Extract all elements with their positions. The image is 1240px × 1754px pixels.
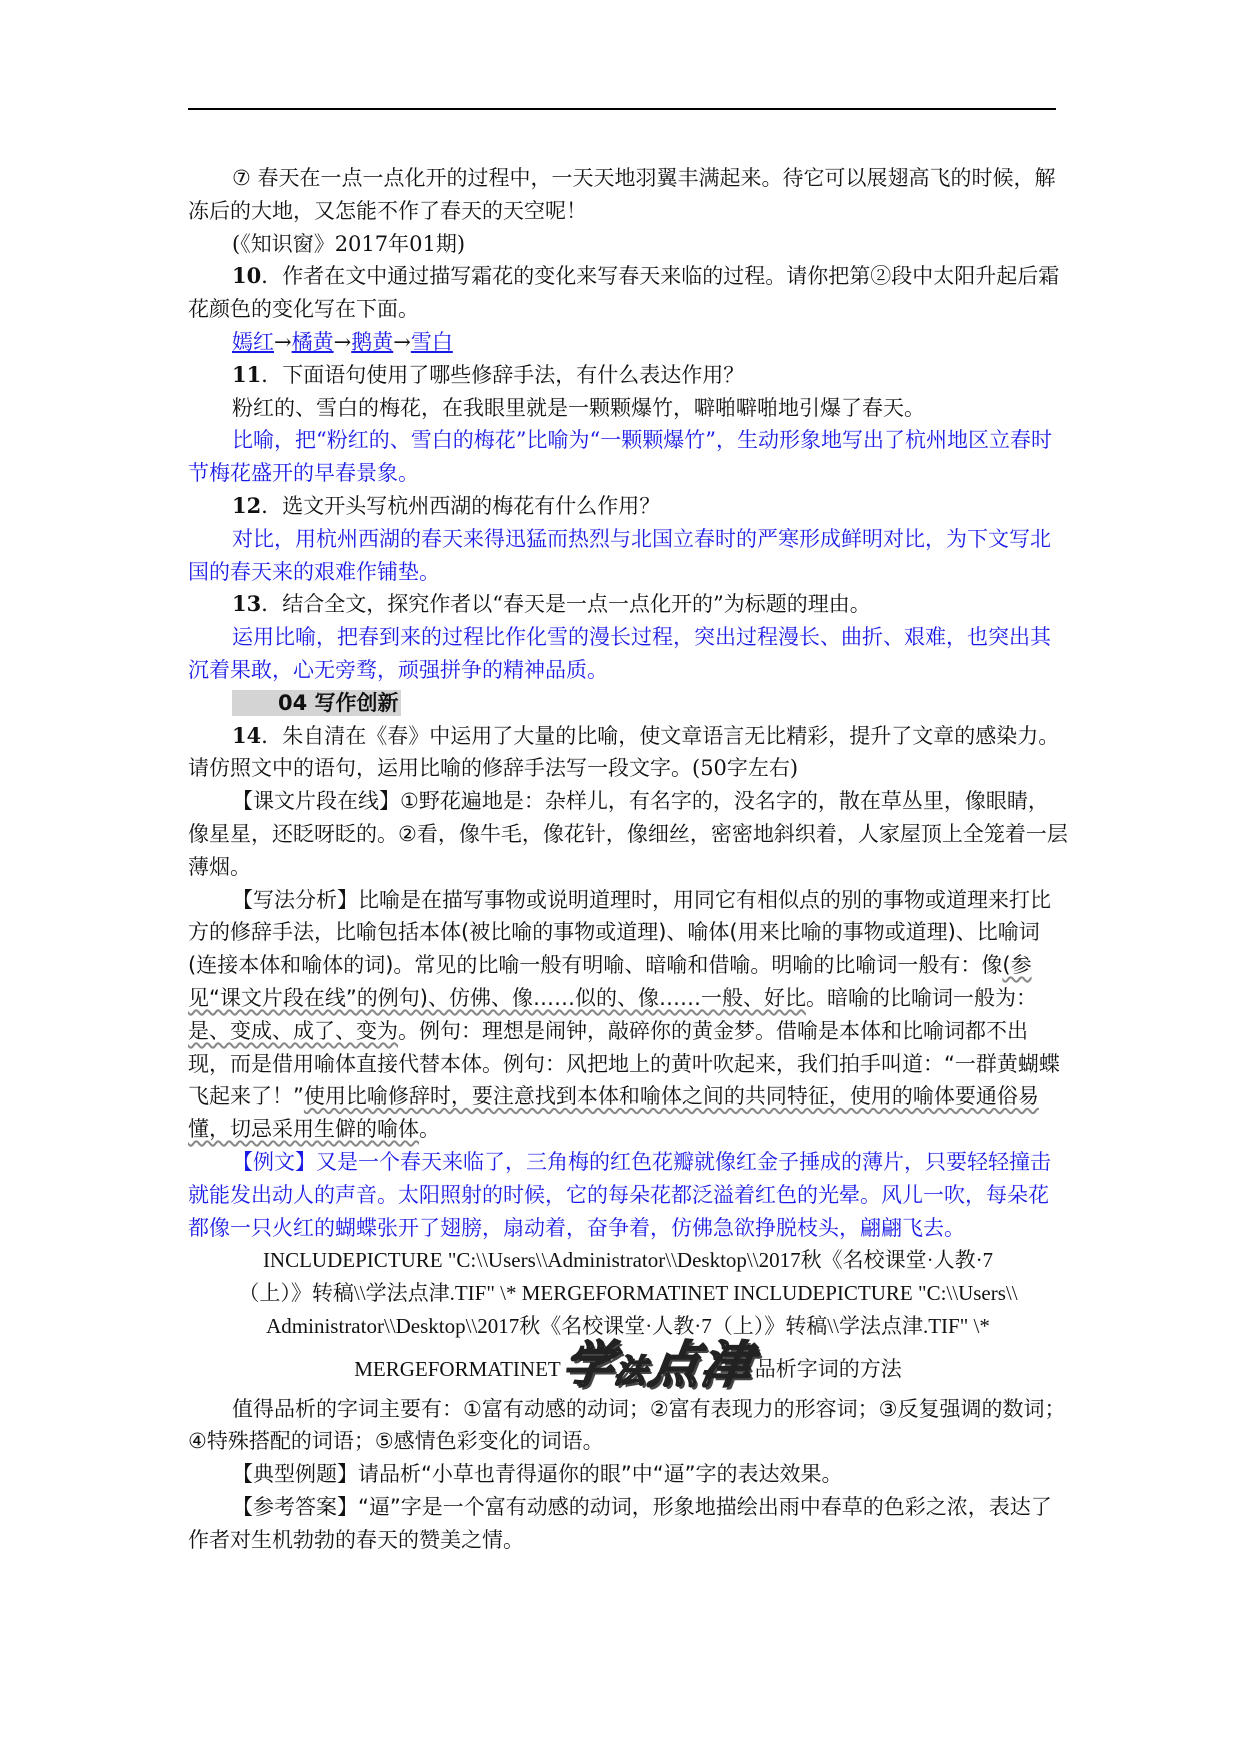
arrow-icon: → — [333, 329, 352, 354]
analysis-metaphor-words: 是、变成、成了、变为 — [188, 1018, 398, 1043]
reference-text: “逼”字是一个富有动感的动词，形象地描绘出雨中春草的色彩之浓，表达了作者对生机勃勃的春天的赞美之情。 — [188, 1495, 1052, 1552]
method-paragraph: 值得品析的字词主要有：①富有动感的动词；②富有表现力的形容词；③反复强调的数词；④特殊搭配的词语；⑤感情色彩变化的词语。 — [188, 1396, 1066, 1454]
example-text: 又是一个春天来临了，三角梅的红色花瓣就像红金子捶成的薄片，只要轻轻撞击就能发出动人的声音。太阳照射的时候，它的每朵花都泛溢着红色的光晕。风儿一吹，每朵花都像一只火红的蝴蝶张开了翅膀，扇动着，奋争着，仿佛急欲挣脱枝头，翩翩飞去。 — [188, 1149, 1051, 1240]
question-number: 14 — [232, 722, 262, 748]
question-text: ．结合全文，探究作者以“春天是一点一点化开的”为标题的理由。 — [261, 592, 871, 617]
analysis-label: 【写法分析】 — [232, 887, 358, 912]
field-code-line: MERGEFORMATINET — [354, 1356, 561, 1381]
analysis-tip: 使用比喻修辞时，要注意找到本体和喻体之间的共同特征，使用的喻体要通俗易懂，切忌采用生僻的喻体 — [188, 1084, 1039, 1142]
question-number: 10 — [232, 263, 262, 289]
question-13 — [188, 588, 1068, 621]
question-10 — [188, 260, 1068, 326]
question-text: ．下面语句使用了哪些修辞手法，有什么表达作用？ — [261, 362, 745, 387]
analysis-simile-words: (参见“课文片段在线”的例句)、仿佛、像……似的、像……一般、好比 — [188, 953, 1032, 1010]
field-code-line: INCLUDEPICTURE "C:\\Users\\Administrator\\Desktop\\2017秋《名校课堂·人教·7 — [262, 1248, 994, 1273]
analysis-text: 。暗喻的比喻词一般为： — [805, 985, 1037, 1010]
question-number: 11 — [232, 361, 262, 387]
answer-link[interactable]: 嫣红 — [232, 329, 274, 354]
answer-12: 对比，用杭州西湖的春天来得迅猛而热烈与北国立春时的严寒形成鲜明对比，为下文写北国的春天来的艰难作铺垫。 — [188, 526, 1051, 584]
answer-10 — [188, 326, 1068, 359]
arrow-icon: → — [274, 329, 292, 354]
source-citation: (《知识窗》2017年01期) — [232, 231, 466, 256]
excerpt-text: ①野花遍地是：杂样儿，有名字的，没名字的，散在草丛里，像眼睛，像星星，还眨呀眨的。②看，像牛毛，像花针，像细丝，密密地斜织着，人家屋顶上全笼着一层薄烟。 — [188, 789, 1068, 879]
typical-label: 【典型例题】 — [232, 1462, 358, 1487]
question-11-quote: 粉红的、雪白的梅花，在我眼里就是一颗颗爆竹，噼啪噼啪地引爆了春天。 — [232, 395, 925, 420]
section-heading-04 — [188, 687, 1068, 720]
example-paragraph — [188, 1146, 1068, 1244]
question-number: 12 — [232, 492, 262, 518]
xuefa-dianjin-logo: 学法点津 — [559, 1335, 758, 1394]
excerpt-label: 【课文片段在线】 — [232, 789, 400, 814]
method-title: 品析字词的方法 — [754, 1356, 902, 1381]
answer-13: 运用比喻，把春到来的过程比作化雪的漫长过程，突出过程漫长、曲折、艰难，也突出其沉着果敢，心无旁骛，顽强拼争的精神品质。 — [188, 625, 1051, 682]
reference-answer — [188, 1491, 1068, 1557]
question-14 — [188, 720, 1068, 786]
analysis-text: 。例句：理想是闹钟，敲碎你的黄金梦。借喻是本体和比喻词都不出现，而是借用喻体直接代替本体。例句：风把地上的黄叶吹起来，我们拍手叫道：“一群黄蝴蝶飞起来了！” — [188, 1018, 1060, 1109]
header-rule — [188, 108, 1056, 110]
question-number: 13 — [232, 591, 262, 617]
answer-link[interactable]: 橘黄 — [291, 329, 334, 354]
typical-example — [188, 1458, 1068, 1491]
answer-link[interactable]: 雪白 — [410, 329, 453, 354]
analysis-paragraph — [188, 884, 1068, 1146]
question-text: ．选文开头写杭州西湖的梅花有什么作用？ — [261, 493, 661, 518]
excerpt-paragraph — [188, 785, 1068, 883]
question-text: ．朱自清在《春》中运用了大量的比喻，使文章语言无比精彩，提升了文章的感染力。请仿照文中的语句，运用比喻的修辞手法写一段文字。(50字左右) — [188, 723, 1060, 781]
arrow-icon: → — [393, 329, 411, 354]
analysis-text: 比喻是在描写事物或说明道理时，用同它有相似点的别的事物或道理来打比方的修辞手法，比喻包括本体(被比喻的事物或道理)、喻体(用来比喻的事物或道理)、比喻词(连接本体和喻体的词)。常见的比喻一般有明喻、暗喻和借喻。明喻的比喻词一般有：像 — [188, 887, 1051, 978]
method-heading — [188, 1335, 1068, 1394]
field-code-line: Administrator\\Desktop\\2017秋《名校课堂·人教·7（上）》转稿\\学法点津.TIF" \* — [266, 1313, 990, 1338]
answer-link[interactable]: 鹅黄 — [351, 329, 394, 354]
analysis-text: 。 — [419, 1117, 440, 1142]
document-body — [188, 162, 1068, 1557]
answer-11: 比喻，把“粉红的、雪白的梅花”比喻为“一颗颗爆竹”，生动形象地写出了杭州地区立春时节梅花盛开的早春景象。 — [188, 428, 1052, 486]
example-label: 【例文】 — [232, 1149, 316, 1174]
question-12 — [188, 490, 1068, 523]
question-11 — [188, 359, 1068, 392]
section-label: 04 写作创新 — [232, 690, 401, 716]
paragraph-7: ⑦ 春天在一点一点化开的过程中，一天天地羽翼丰满起来。待它可以展翅高飞的时候，解冻后的大地，又怎能不作了春天的天空呢！ — [188, 166, 1056, 223]
question-text: ．作者在文中通过描写霜花的变化来写春天来临的过程。请你把第②段中太阳升起后霜花颜色的变化写在下面。 — [188, 264, 1060, 322]
reference-label: 【参考答案】 — [232, 1495, 358, 1520]
typical-text: 请品析“小草也青得逼你的眼”中“逼”字的表达效果。 — [358, 1462, 843, 1487]
field-code-line: （上）》转稿\\学法点津.TIF" \* MERGEFORMATINET INCLUDEPICTURE "C:\\Users\\ — [238, 1281, 1018, 1306]
